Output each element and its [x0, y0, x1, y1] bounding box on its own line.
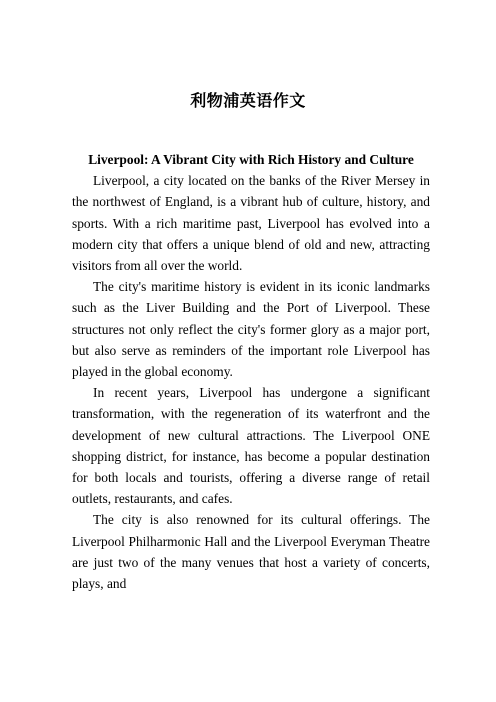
- paragraph: The city is also renowned for its cultural offerings. The Liverpool Philharmonic Hall and the Liverpool Everyman Theatre are just two of the many venues that host a variety of concerts, plays, and: [72, 512, 430, 592]
- paragraph: Liverpool, a city located on the banks of the River Mersey in the northwest of England, is a vibrant hub of culture, history, and sports. With a rich maritime past, Liverpool has evolved into a modern city that offers a unique blend of old and new, attracting visitors from all over the world.: [72, 173, 430, 274]
- paragraph: In recent years, Liverpool has undergone a significant transformation, with the regeneration of its waterfront and the development of new cultural attractions. The Liverpool ONE shopping district, for instance, has become a popular destination for both locals and tourists, offering a diverse range of retail outlets, restaurants, and cafes.: [72, 385, 430, 507]
- essay-heading: Liverpool: A Vibrant City with Rich History and Culture: [88, 152, 414, 167]
- document-body: [72, 149, 430, 594]
- paragraph: The city's maritime history is evident in its iconic landmarks such as the Liver Building and the Port of Liverpool. These structures not only reflect the city's former glory as a major port, but also serve as reminders of the important role Liverpool has played in the global economy.: [72, 279, 430, 380]
- document-title: 利物浦英语作文: [190, 91, 306, 110]
